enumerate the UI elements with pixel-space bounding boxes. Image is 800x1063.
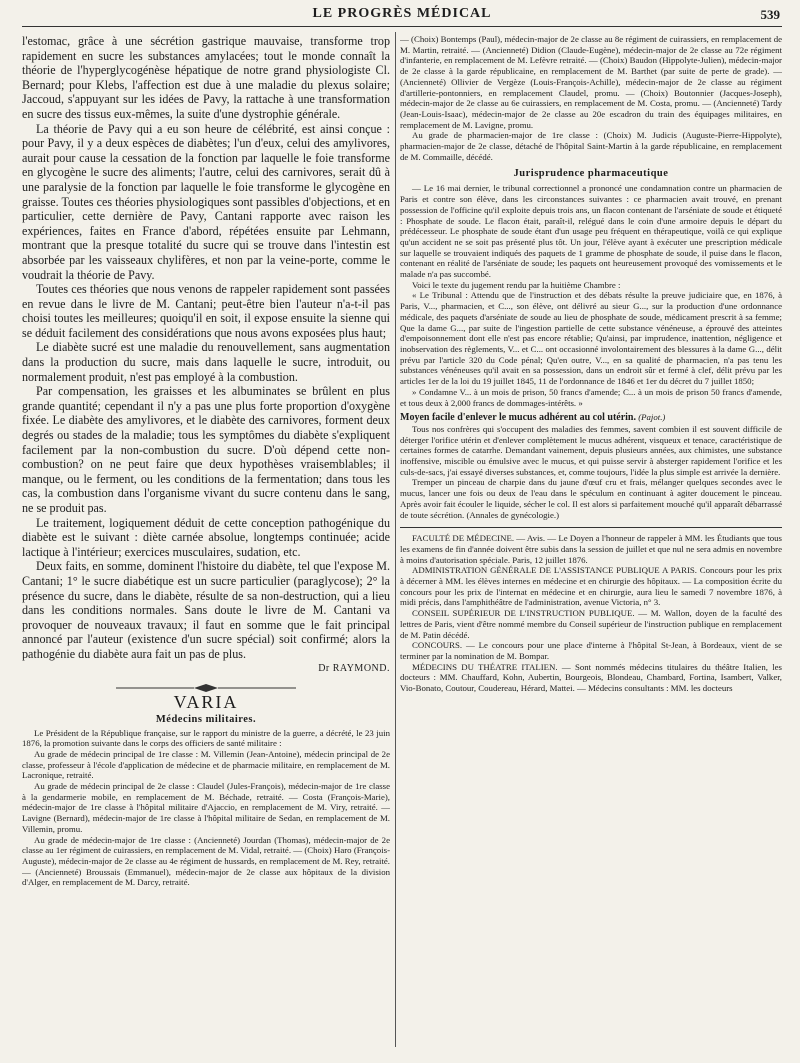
paragraph: Le traitement, logiquement déduit de cette conception pathogénique du diabète est le suivant : diète carnée absolue, longtemps continuée; acide lactique à l'intérieur; exercices musculaires, sudation, etc. [22,515,390,559]
paragraph: Deux faits, en somme, dominent l'histoire du diabète, tel que l'expose M. Cantani; 1° le sucre diabétique est un sucre particulier (paraglycose); 2° la présence du sucre, dans le diabète, résulte de sa non-destruction, qui a lieu dans les conditions normales. Sans doute le livre de M. Cantani va provoquer de nouveaux travaux; il faut en somme que le fait principal annoncé par l'auteur (existence d'un sucre spécial) soit confirmé; alors la pathogénie du diabète aura fait un pas de plus. [22,559,390,661]
paragraph: l'estomac, grâce à une sécrétion gastrique mauvaise, transforme trop rapidement en sucre les substances amylacées; tout le monde connaît la théorie de l'hyperglycogénèse hépatique de notre grand physiologiste Cl. Bernard; pour Klebs, l'affection est due à une maladie du plexus solaire; Jaccoud, s'appuyant sur les idées de Pavy, la rattache à une transformation en sucre des tissus eux-mêmes, la suite d'une dystrophie générale. [22,34,390,121]
ornament-divider [22,680,390,690]
paragraph: La théorie de Pavy qui a eu son heure de célébrité, est ainsi conçue : pour Pavy, il y a deux espèces de diabètes; l'un d'eux, celui des amylivores, aurait pour cause la cessation de la fonction par laquelle le foie transforme en glycogène le sucre des aliments; l'autre, celui des carnivores, serait dû à une paralysie de la fonction par laquelle le foie transforme le glycogène en graisse. Toutes ces théories physiologiques sont passibles d'objections, et en particulier, cette dernière de Pavy, Cantani rapporte avec raison les expériences, faites en France d'abord, répétées ensuite par Lehmann, montrant que la presque totalité du sucre qui se trouve dans l'intestin est absorbée par les vaisseaux chylifères, et non par la veine-porte, comme le voudrait la théorie de Pavy. [22,121,390,282]
article-diabete [22,34,390,662]
news-item: FACULTÉ DE MÉDECINE. — Avis. — Le Doyen a l'honneur de rappeler à MM. les Étudiants que tous les examens de fin d'année doivent être subis dans la session de juillet et que nul ne sera admis en novembre à moins d'autorisation spéciale. Paris, 12 juillet 1876. [400,533,782,565]
news-item: CONCOURS. — Le concours pour une place d'interne à l'hôpital St-Jean, à Bordeaux, vient de se terminer par la nomination de M. Bompar. [400,640,782,661]
news-content [400,533,782,694]
paragraph: » Condamne V... à un mois de prison, 50 francs d'amende; C... à un mois de prison 50 francs d'amende, et tous deux à 2,000 francs de dommages-intérêts. » [400,386,782,408]
section-separator [400,527,782,528]
column-divider [395,32,396,1047]
section-subtitle: Médecins militaires. [155,713,257,725]
paragraph: — (Choix) Bontemps (Paul), médecin-major de 2e classe au 8e régiment de cuirassiers, en remplacement de M. Martin, retraité. — (Ancienneté) Didion (Claude-Eugène), médecin-major de 2e classe au 72e régiment d'infanterie, en remplacement de M. Lefèvre retraité. — (Choix) Baudon (Hippolyte-Julien), médecin-major de 2e classe à la garde républicaine, en remplacement de M. Barthet (par suite de perte de grade). — (Ancienneté) Ollivier de Vergèze (Louis-François-Achille), médecin-major de 2e classe au régiment d'artillerie-pontonniers, en remplacement Claudel, promu. — (Choix) Boutonnier (Jacques-Joseph), médecin-major de 2e classe au 6e cuirassiers, en remplacement de M. Costa, promu. — (Ancienneté) Tardy (Jean-Louis-Isaac), médecin-major de 2e classe au 20e escadron du train des équipages militaires, en remplacement de M. Lavigne, promu. [400,34,782,130]
paragraph: Le diabète sucré est une maladie du renouvellement, sans augmentation dans la production du sucre, mais dans laquelle le sucre, introduit, ou normalement produit, n'est pas employé à la combustion. [22,340,390,384]
news-item: MÉDECINS DU THÉATRE ITALIEN. — Sont nommés médecins titulaires du théâtre Italien, les docteurs : MM. Chauffard, Kohn, Aubertin, Bourgeois, Blondeau, Chambard, Fortina, Isambert, Valker, Vio-Bonato, Coutour, Coudereau, Hérard, Mattei. — Médecins consultants : MM. les docteurs [400,661,782,694]
paragraph: Au grade de médecin principal de 1re classe : M. Villemin (Jean-Antoine), médecin principal de 2e classe, professeur à l'école d'application de médecine et de pharmacie militaire, en remplacement de M. Lacronique, retraité. [22,748,390,781]
page-number: 539 [760,7,780,22]
paragraph: Tous nos confrères qui s'occupent des maladies des femmes, savent combien il est souvent difficile de déterger l'orifice utérin et d'enlever complètement le mucus adhérent, visqueux et tenace, caractéristique de certaines formes de catarrhe. Demandant vainement, depuis plusieurs années, aux chimistes, une substance inoffensive, miscible ou émulsive avec le mucus, et qui puisse servir à absterger rapidement l'orifice et les culs-de-sacs, j'ai essayé diverses substances, et, comme toujours, l'idée la plus simple est arrivée la dernière. [400,423,782,477]
paragraph: Par compensation, les graisses et les albuminates se brûlent en plus grande quantité; cependant il n'y a pas une plus forte proportion d'oxygène fixée. Le diabète des amylivores, et le diabète des carnivores, forment deux degrés ou stades de la maladie; tous les symptômes du diabète s'expliquent facilement par la non-combustion du sucre. D'où dépend cette non-combustion? on ne peut faire que deux hypothèses vraisemblables; il manque, ou le ferment, ou les conditions de la fermentation; dans tous les cas, la combustion dans l'organisme vivant du sucre contenu dans le sang, ne se produit pas. [22,384,390,515]
paragraph: — Le 16 mai dernier, le tribunal correctionnel a prononcé une condamnation contre un pharmacien de Paris et contre son élève, dans les circonstances suivantes : ce pharmacien avait trouvé, en prenant possession de l'officine qu'il exploite depuis trois ans, un flacon contenant de l'arséniate de soude et étiqueté : Phosphate de soude. Le flacon était, paraît-il, relégué dans le coin d'une armoire depuis le départ du prédécesseur. Le phosphate de soude étant d'un usage peu fréquent en thérapeutique, voilà ce qui explique qu'un accident ne se soit pas présenté plus tôt. Un jour, l'élève ayant à exécuter une prescription médicale sur laquelle se trouvaient indiqués des paquets de 1 gramme de phosphate de soude, il puise dans le flacon, contenant en réalité de l'arséniate de soude; les paquets ont heureusement provoqué des vomissements et le malade n'a pas succombé. [400,183,782,280]
promotion-continued [400,34,782,162]
moyen-author: (Pajot.) [638,412,666,423]
left-column [22,34,390,1063]
paragraph: Voici le texte du jugement rendu par la huitième Chambre : [412,279,621,290]
paragraph: « Le Tribunal : Attendu que de l'instruction et des débats résulte la preuve judiciaire que, en 1876, à Paris, V..., pharmacien, et C..., son élève, ont délivré au sieur G..., sur la production d'une ordonnance médicale, des paquets d'arséniate de soude au lieu de phosphate de soude, médicament prescrit à sa femme; Que la dame G..., par suite de l'ingestion partielle de cette substance vénéneuse, a éprouvé des atteintes d'empoisonnement dont elle n'est pas encore rétablie; Qu'ainsi, par imprudence, inattention, négligence et inobservation des règlements, V... et C... ont occasionné involontairement des blessures à la dame G..., délit prévu par l'article 320 du Code pénal; Qu'en outre, V..., en sa qualité de pharmacien, n'a pas tenu les substances vénéneuses qu'il avait en sa possession, dans un endroit sûr et fermé à clef, délit prévu par les articles 1er de la loi du 19 juillet 1845, 11 de l'ordonnance de 1846 et 1er du décret du 7 juillet 1850; [400,290,782,387]
news-item: ADMINISTRATION GÉNÉRALE DE L'ASSISTANCE PUBLIQUE A PARIS. Concours pour les prix à décerner à MM. les élèves internes en médecine et en chirurgie des hôpitaux. — La composition écrite du concours pour les prix de l'internat en médecine et en chirurgie, aura lieu le samedi 7 novembre 1876, à midi précis, dans l'amphithéâtre de l'administration, avenue Victoria, n° 3. [400,565,782,608]
paragraph: Au grade de pharmacien-major de 1re classe : (Choix) M. Judicis (Auguste-Pierre-Hippolyte), pharmacien-major de 2e classe, détaché de l'hôpital Saint-Martin à la garde républicaine, en remplacement de M. Commaille, décédé. [400,130,782,162]
moyen-heading [400,412,782,424]
news-item: CONSEIL SUPÉRIEUR DE L'INSTRUCTION PUBLIQUE. — M. Wallon, doyen de la faculté des lettres de Paris, vient d'être nommé membre du Conseil supérieur de l'instruction publique en remplacement de M. Patin décédé. [400,608,782,640]
moyen-title: Moyen facile d'enlever le mucus adhérent au col utérin. [400,412,636,424]
paragraph: Toutes ces théories que nous venons de rappeler rapidement sont passées en revue dans le livre de M. Cantani; peut-être bien l'auteur n'a-t-il pas choisi toutes les meilleures; quoiqu'il en soit, il expose ensuite la sienne qui se déduit facilement des considérations que nous avons exposées plus haut; [22,282,390,340]
jurisprudence-content [400,183,782,408]
journal-title: LE PROGRÈS MÉDICAL [312,6,492,21]
section-title-varia: VARIA [173,691,239,712]
moyen-content [400,424,782,520]
paragraph: Tremper un pinceau de charpie dans du jaune d'œuf cru et frais, mélanger quelques secondes avec le mucus, lancer une fois ou deux de l'eau dans le spéculum en continuant à agiter doucement le pinceau. Après avoir fait écouler le liquide, sécher le col. Il est alors si parfaitement mouché qu'il apparaît débarrassé de toute sécrétion. (Annales de gynécologie.) [400,477,782,520]
right-column [400,34,782,1063]
varia-content [22,728,390,889]
page-header [22,4,782,27]
section-title-jurisprudence: Jurisprudence pharmaceutique [513,168,669,180]
paragraph: Au grade de médecin principal de 2e classe : Claudel (Jules-François), médecin-major de 1re classe à la gendarmerie mobile, en remplacement de M. Béchade, retraité. — Costa (François-Marie), médecin-major de 1re classe à l'hôpital militaire d'Ajaccio, en remplacement de M. Viry, retraité. — Lavigne (Bernard), médecin-major de 1re classe à l'hôpital militaire de Sedan, en remplacement de M. Villemin, promu. [22,781,390,834]
paragraph: Le Président de la République française, sur le rapport du ministre de la guerre, a décrété, le 23 juin 1876, la promotion suivante dans le corps des officiers de santé militaire : [22,727,390,749]
paragraph: Au grade de médecin-major de 1re classe : (Ancienneté) Jourdan (Thomas), médecin-major de 2e classe au 1er régiment de cuirassiers, en remplacement de M. Vidal, retraité. — (Choix) Haro (François-Auguste), médecin-major de 2e classe au 4e régiment de hussards, en remplacement de M. Rey, retraité. — (Ancienneté) Broussais (Emmanuel), médecin-major de 2e classe aux hôpitaux de la division d'Alger, en remplacement de M. Darcy, retraité. [22,834,390,888]
signature: Dr RAYMOND. [318,662,390,674]
